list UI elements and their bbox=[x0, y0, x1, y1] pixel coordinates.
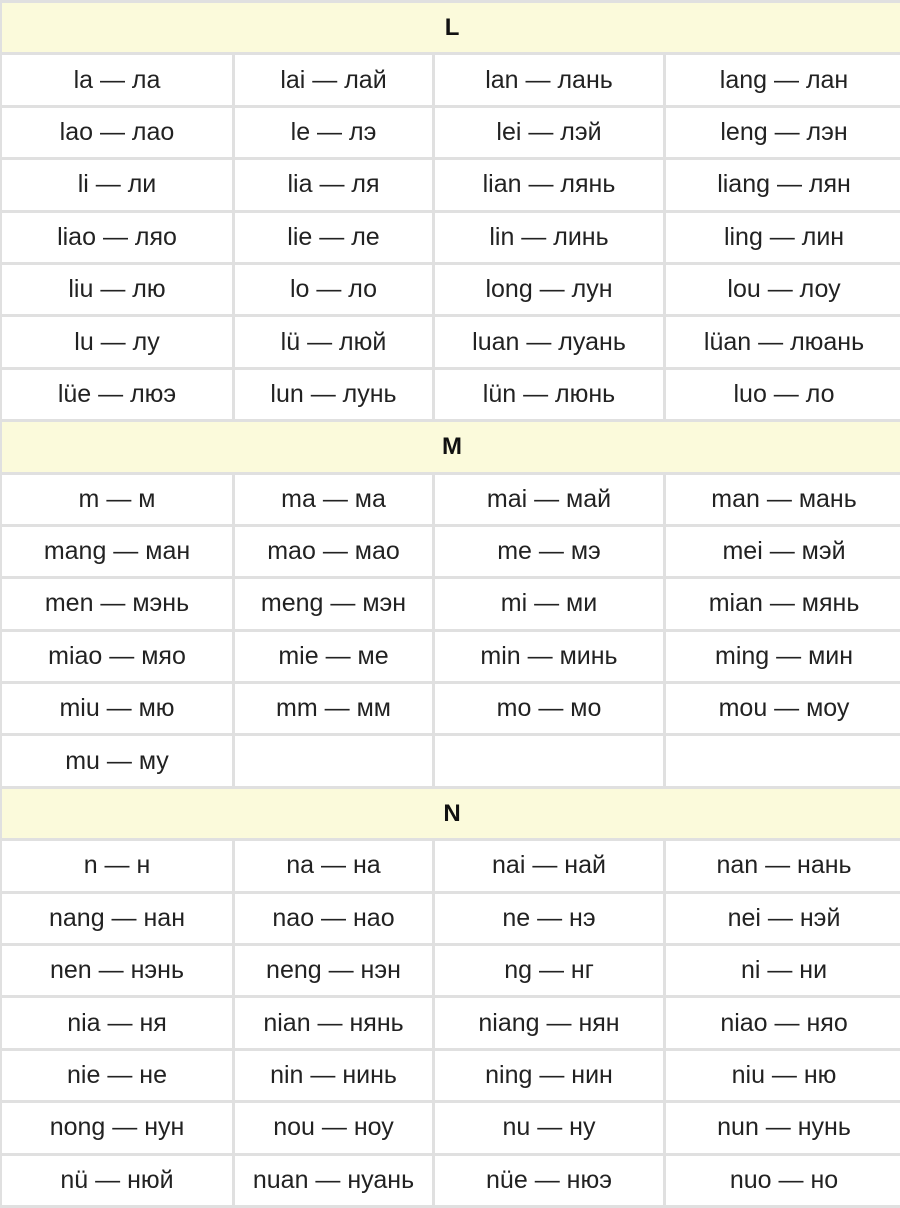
table-body bbox=[2, 3, 900, 1205]
syllable-cell: nun — нунь bbox=[666, 1103, 900, 1152]
syllable-cell: lin — линь bbox=[435, 213, 663, 262]
table-row bbox=[2, 1051, 900, 1100]
syllable-cell: mang — ман bbox=[2, 527, 232, 576]
syllable-cell: mao — мао bbox=[235, 527, 432, 576]
table-row bbox=[2, 317, 900, 366]
table-row bbox=[2, 160, 900, 209]
section-header-row bbox=[2, 422, 900, 471]
syllable-cell: lao — лао bbox=[2, 108, 232, 157]
syllable-cell: mo — мо bbox=[435, 684, 663, 733]
table-row bbox=[2, 1103, 900, 1152]
syllable-cell: luo — ло bbox=[666, 370, 900, 419]
syllable-cell: mi — ми bbox=[435, 579, 663, 628]
syllable-cell: niang — нян bbox=[435, 998, 663, 1047]
syllable-cell: long — лун bbox=[435, 265, 663, 314]
syllable-cell: liang — лян bbox=[666, 160, 900, 209]
table-row bbox=[2, 55, 900, 104]
syllable-cell: liao — ляо bbox=[2, 213, 232, 262]
empty-cell bbox=[666, 736, 900, 785]
table-row bbox=[2, 527, 900, 576]
syllable-cell: lia — ля bbox=[235, 160, 432, 209]
syllable-cell: me — мэ bbox=[435, 527, 663, 576]
syllable-cell: niao — няо bbox=[666, 998, 900, 1047]
syllable-cell: mian — мянь bbox=[666, 579, 900, 628]
syllable-cell: nü — нюй bbox=[2, 1156, 232, 1205]
table-row bbox=[2, 946, 900, 995]
syllable-cell: li — ли bbox=[2, 160, 232, 209]
table-row bbox=[2, 1156, 900, 1205]
syllable-cell: lan — лань bbox=[435, 55, 663, 104]
table-row bbox=[2, 736, 900, 785]
empty-cell bbox=[235, 736, 432, 785]
syllable-cell: niu — ню bbox=[666, 1051, 900, 1100]
syllable-cell: nüe — нюэ bbox=[435, 1156, 663, 1205]
syllable-cell: min — минь bbox=[435, 632, 663, 681]
syllable-cell: lüan — люань bbox=[666, 317, 900, 366]
table-row bbox=[2, 632, 900, 681]
syllable-cell: ning — нин bbox=[435, 1051, 663, 1100]
syllable-cell: mei — мэй bbox=[666, 527, 900, 576]
syllable-cell: nei — нэй bbox=[666, 894, 900, 943]
syllable-cell: nai — най bbox=[435, 841, 663, 890]
syllable-cell: n — н bbox=[2, 841, 232, 890]
syllable-cell: lai — лай bbox=[235, 55, 432, 104]
table-row bbox=[2, 108, 900, 157]
syllable-cell: men — мэнь bbox=[2, 579, 232, 628]
syllable-cell: lie — ле bbox=[235, 213, 432, 262]
syllable-cell: ma — ма bbox=[235, 475, 432, 524]
syllable-cell: le — лэ bbox=[235, 108, 432, 157]
table-row bbox=[2, 841, 900, 890]
syllable-cell: nian — нянь bbox=[235, 998, 432, 1047]
empty-cell bbox=[435, 736, 663, 785]
syllable-cell: lou — лоу bbox=[666, 265, 900, 314]
table-row bbox=[2, 579, 900, 628]
syllable-cell: ling — лин bbox=[666, 213, 900, 262]
syllable-cell: nen — нэнь bbox=[2, 946, 232, 995]
section-header-row bbox=[2, 789, 900, 838]
syllable-cell: m — м bbox=[2, 475, 232, 524]
syllable-cell: nia — ня bbox=[2, 998, 232, 1047]
table-row bbox=[2, 370, 900, 419]
syllable-cell: nao — нао bbox=[235, 894, 432, 943]
syllable-cell: mie — ме bbox=[235, 632, 432, 681]
section-header-n: N bbox=[2, 789, 900, 838]
table-row bbox=[2, 894, 900, 943]
syllable-cell: meng — мэн bbox=[235, 579, 432, 628]
syllable-cell: mu — му bbox=[2, 736, 232, 785]
syllable-cell: miao — мяо bbox=[2, 632, 232, 681]
syllable-cell: nan — нань bbox=[666, 841, 900, 890]
syllable-cell: neng — нэн bbox=[235, 946, 432, 995]
syllable-cell: lo — ло bbox=[235, 265, 432, 314]
table-row bbox=[2, 213, 900, 262]
syllable-cell: ng — нг bbox=[435, 946, 663, 995]
syllable-cell: lian — лянь bbox=[435, 160, 663, 209]
table-row bbox=[2, 475, 900, 524]
syllable-cell: leng — лэн bbox=[666, 108, 900, 157]
syllable-cell: lüe — люэ bbox=[2, 370, 232, 419]
section-header-l: L bbox=[2, 3, 900, 52]
syllable-cell: nie — не bbox=[2, 1051, 232, 1100]
syllable-cell: ne — нэ bbox=[435, 894, 663, 943]
syllable-cell: lei — лэй bbox=[435, 108, 663, 157]
syllable-cell: luan — луань bbox=[435, 317, 663, 366]
syllable-cell: mou — моу bbox=[666, 684, 900, 733]
table-row bbox=[2, 684, 900, 733]
syllable-cell: nuan — нуань bbox=[235, 1156, 432, 1205]
syllable-cell: na — на bbox=[235, 841, 432, 890]
syllable-cell: ming — мин bbox=[666, 632, 900, 681]
table-row bbox=[2, 998, 900, 1047]
syllable-cell: nuo — но bbox=[666, 1156, 900, 1205]
syllable-cell: la — ла bbox=[2, 55, 232, 104]
syllable-cell: nou — ноу bbox=[235, 1103, 432, 1152]
syllable-cell: miu — мю bbox=[2, 684, 232, 733]
syllable-cell: lu — лу bbox=[2, 317, 232, 366]
syllable-cell: nu — ну bbox=[435, 1103, 663, 1152]
syllable-cell: liu — лю bbox=[2, 265, 232, 314]
syllable-cell: ni — ни bbox=[666, 946, 900, 995]
syllable-cell: man — мань bbox=[666, 475, 900, 524]
syllable-cell: nong — нун bbox=[2, 1103, 232, 1152]
syllable-cell: mai — май bbox=[435, 475, 663, 524]
table-row bbox=[2, 265, 900, 314]
section-header-row bbox=[2, 3, 900, 52]
syllable-cell: lun — лунь bbox=[235, 370, 432, 419]
syllable-cell: mm — мм bbox=[235, 684, 432, 733]
syllable-cell: lün — люнь bbox=[435, 370, 663, 419]
section-header-m: M bbox=[2, 422, 900, 471]
syllable-cell: lü — люй bbox=[235, 317, 432, 366]
syllable-cell: nin — нинь bbox=[235, 1051, 432, 1100]
syllable-cell: lang — лан bbox=[666, 55, 900, 104]
syllable-cell: nang — нан bbox=[2, 894, 232, 943]
